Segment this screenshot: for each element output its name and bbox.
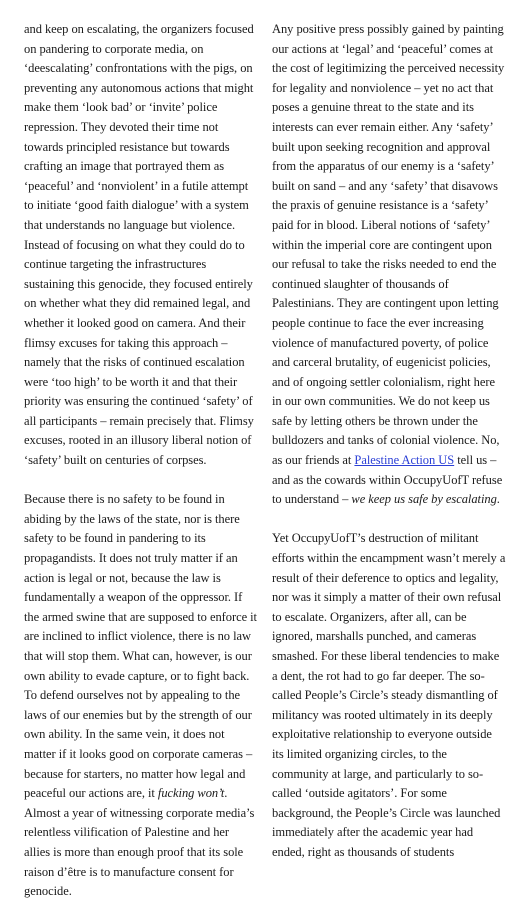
paragraph-text: Any positive press possibly gained by painting our actions at ‘legal’ and ‘peaceful’ comes at the cost of legitimizing the perceived necessity for legality and nonviolence – yet no act that poses a genuine threat to the state and its interests can ever remain either. Any ‘safety’ built upon seeking recognition and approval from the apparatus of our enemy is a ‘safety’ built on sand – and any ‘safety’ that disavows the praxis of genuine resistance is a ‘safety’ paid for in blood. Liberal notions of ‘safety’ within the imperial core are contingent upon our refusal to take the risks needed to end the continued slaughter of thousands of Palestinians. They are contingent upon letting people continue to face the ever increasing violence of manufactured poverty, of police and carceral brutality, of eugenicist policies, and of ongoing settler colonialism, right here in our own communities. We do not keep us safe by letting others be thrown under the bulldozers and tanks of colonial violence. No, as our friends at [272,22,505,468]
paragraph-text: Because there is no safety to be found in abiding by the laws of the state, nor is there safety to be found in pandering to its propagandists. It does not truly matter if an action is legal or not, because the law is fundamentally a weapon of the oppressor. If the armed swine that are supposed to enforce it are inclined to inflict violence, there is no law that will stop them. What can, however, is our own ability to evade capture, or to fight back. To defend ourselves not by appealing to the laws of our enemies but by the strength of our own ability. In the same vein, it does not matter if it looks good on corporate cameras – because for starters, no matter how legal and peaceful our actions are, it [24,492,257,801]
paragraph: Yet OccupyUofT’s destruction of militant efforts within the encampment wasn’t merely a result of their deference to optics and legality, nor was it simply a matter of their own refusal to escalate. Organizers, after all, can be ignored, marshalls punched, and cameras smashed. For these liberal tendencies to make a dent, the rot had to go far deeper. The so-called People’s Circle’s steady dismantling of militancy was rooted ultimately in its deeply exploitative relationship to everyone outside its limited organizing circles, to the community at large, and particularly to so-called ‘outside agitators’. For some background, the People’s Circle was launched immediately after the academic year had ended, right as thousands of students [272,531,506,859]
emphasis-text: fucking won’t [157,786,225,801]
right-column [272,20,506,859]
paragraph: and keep on escalating, the organizers focused on pandering to corporate media, on ‘deescalating’ confrontations with the pigs, on preventing any autonomous actions that might make them ‘look bad’ or ‘invite’ police repression. They devoted their time not towards principled resistance but towards crafting an image that portrayed them as ‘peaceful’ and ‘nonviolent’ in a futile attempt to initiate ‘good faith dialogue’ with a system that understands no language but violence. Instead of focusing on what they could do to continue targeting the infrastructures sustaining this genocide, they focused entirely on whether what they did remained legal, and whether it looked good on camera. And their flimsy excuses for taking this approach – namely that the risks of continued escalation were ‘too high’ to be worth it and that their priority was ensuring the continued ‘safety’ of all participants – remain precisely that. Flimsy excuses, rooted in an illusory liberal notion of ‘safety’ built on centuries of corpses. [24,22,254,468]
paragraph-text: tell us – and as the cowards within OccupyUofT refuse to understand – [272,453,503,507]
paragraph [272,20,506,510]
emphasis-text: we keep us safe by escalating [351,492,497,507]
paragraph [24,490,258,901]
palestine-action-us-link[interactable]: Palestine Action US [354,453,455,468]
left-column [24,20,258,899]
paragraph-text: . Almost a year of witnessing corporate media’s relentless vilification of Palestine and her allies is more than enough proof that its sole raison d’être is to manufacture consent for genocide. [24,786,255,899]
paragraph-text: . [496,492,500,507]
